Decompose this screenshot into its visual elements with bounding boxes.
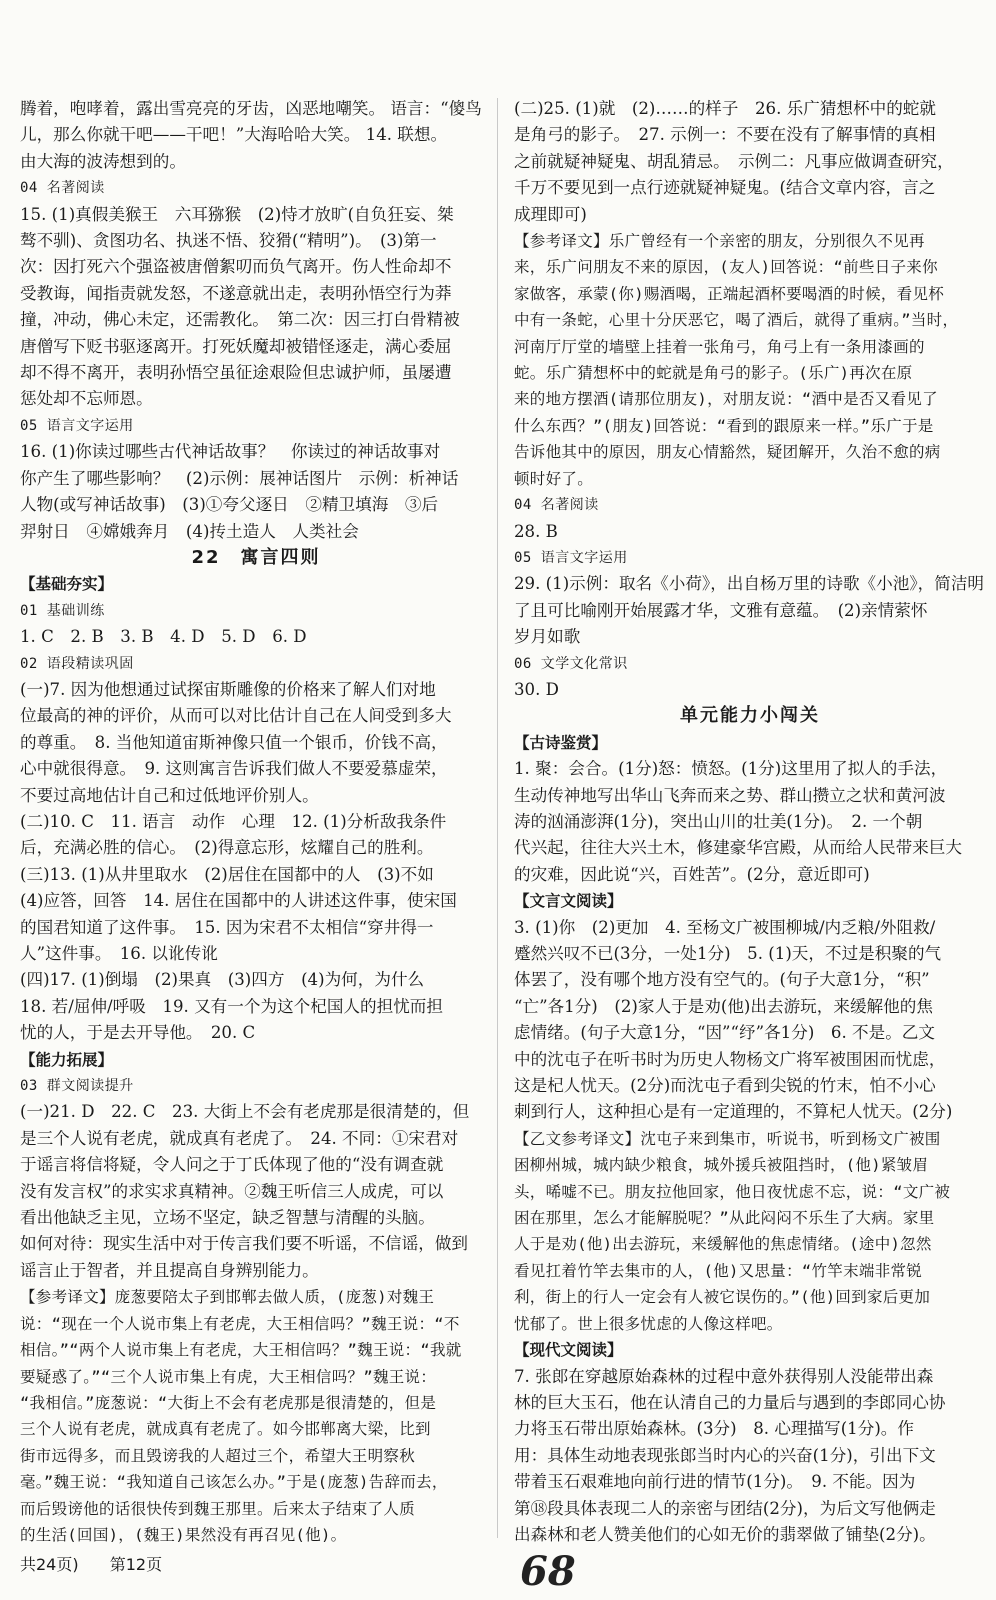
answer-line: 第⑱段具体表现二人的亲密与团结(2分)，为后文写他俩走 bbox=[514, 1498, 936, 1518]
answer-line: (4)应答，回答 14. 居住在国都中的人讲述这件事，使宋国 bbox=[20, 891, 457, 911]
answer-line: 29. (1)示例：取名《小荷》，出自杨万里的诗歌《小池》，简洁明 bbox=[514, 574, 985, 594]
answer-line: 没有发言权”的求实求真精神。②魏王听信三人成虎，可以 bbox=[20, 1181, 444, 1201]
translation-line: 毫。”魏王说：“我知道自己该怎么办。”于是(庞葱)告辞而去， bbox=[20, 1473, 448, 1492]
answer-line: (二)25. (1)就 (2)……的样子 26. 乐广猜想杯中的蛇就 bbox=[514, 99, 936, 118]
translation-line: 利，街上的行人一定会有人被它误伤的。”(他)回到家后更加 bbox=[514, 1288, 931, 1307]
translation-line: 的生活(回国)，(魏王)果然没有再召见(他)。 bbox=[20, 1525, 347, 1544]
section-label: 04 名著阅读 bbox=[20, 180, 105, 197]
left-column bbox=[20, 96, 492, 1548]
section-heading: 【能力拓展】 bbox=[20, 1050, 114, 1069]
answer-line: 力将玉石带出原始森林。(3分) 8. 心理描写(1分)。作 bbox=[514, 1419, 914, 1439]
answer-line: 3. (1)你 (2)更加 4. 至杨文广被围柳城/内乏粮/外阻救/ bbox=[514, 917, 936, 937]
answer-line: 涛的汹涌澎湃(1分)，突出山川的壮美(1分)。 2. 一个朝 bbox=[514, 811, 923, 831]
column-divider bbox=[497, 98, 498, 1538]
answer-line: 谣言止于智者，并且提高自身辨别能力。 bbox=[20, 1260, 319, 1280]
answer-line: 你产生了哪些影响？ (2)示例：展神话图片 示例：析神话 bbox=[20, 468, 459, 488]
page-footer bbox=[20, 1552, 188, 1575]
translation-line: 中有一条蛇，心里十分厌恶它，喝了酒后，就得了重病。”当时， bbox=[514, 311, 959, 330]
answer-line: 用：具体生动地表现张郎当时内心的兴奋(1分)，引出下文 bbox=[514, 1445, 936, 1465]
answer-line: 于谣言将信将疑，令人问之于丁氏体现了他的“没有调查就 bbox=[20, 1155, 444, 1175]
answer-line: (一)21. D 22. C 23. 大街上不会有老虎那是很清楚的，但 bbox=[20, 1102, 470, 1122]
answer-line: 不要过高地估计自己和过低地评价别人。 bbox=[20, 785, 319, 805]
page-label: 第12页 bbox=[109, 1555, 163, 1574]
answer-line: 蹙然兴叹不已(3分，一处1分) 5. (1)天，不过是积聚的气 bbox=[514, 944, 942, 963]
answer-line: 人物(或写神话故事) (3)①夸父逐日 ②精卫填海 ③后 bbox=[20, 495, 439, 515]
translation-line: 来，乐广问朋友不来的原因，(友人)回答说：“前些日子来你 bbox=[514, 258, 938, 277]
translation-line: 河南厅厅堂的墙壁上挂着一张角弓，角弓上有一条用漆画的 bbox=[514, 337, 925, 356]
answer-line: 的国君知道了这件事。 15. 因为宋君不太相信“穿井得一 bbox=[20, 917, 434, 937]
translation-line: 街市远得多，而且毁谤我的人超过三个，希望大王明察秋 bbox=[20, 1446, 416, 1465]
section-heading: 【古诗鉴赏】 bbox=[514, 733, 608, 752]
right-column bbox=[514, 96, 986, 1548]
translation-line: 【乙文参考译文】沈屯子来到集市，听说书，听到杨文广被围 bbox=[514, 1129, 941, 1148]
section-label: 02 语段精读巩固 bbox=[20, 655, 134, 672]
answer-line: 16. (1)你读过哪些古代神话故事？ 你读过的神话故事对 bbox=[20, 442, 441, 462]
translation-line: 蛇。乐广猜想杯中的蛇就是角弓的影子。(乐广)再次在原 bbox=[514, 364, 913, 383]
answer-line: 7. 张郎在穿越原始森林的过程中意外获得别人没能带出森 bbox=[514, 1366, 934, 1386]
answer-line: 1. 聚：会合。(1分)怒：愤怒。(1分)这里用了拟人的手法， bbox=[514, 759, 948, 779]
translation-line: 顿时好了。 bbox=[514, 469, 594, 488]
translation-line: 而后毁谤他的话很快传到魏王那里。后来太子结束了人质 bbox=[20, 1499, 416, 1518]
answer-line: (四)17. (1)倒塌 (2)果真 (3)四方 (4)为何，为什么 bbox=[20, 970, 425, 990]
total-pages: 共24页) bbox=[20, 1555, 79, 1574]
section-heading: 【基础夯实】 bbox=[20, 575, 114, 594]
answer-line: 之前就疑神疑鬼、胡乱猜忌。 示例二：凡事应做调查研究， bbox=[514, 151, 954, 171]
section-label: 05 语言文字运用 bbox=[20, 417, 134, 434]
answer-line: 的灾难，因此说“兴，百姓苦”。(2分，意近即可) bbox=[514, 864, 870, 884]
answer-line: 成理即可) bbox=[514, 204, 587, 224]
translation-line: 困在那里，怎么才能解脱呢？”从此闷闷不乐生了大病。家里 bbox=[514, 1209, 935, 1228]
translation-line: 什么东西？”(朋友)回答说：“看到的跟原来一样。”乐广于是 bbox=[514, 416, 934, 435]
answer-line: “亡”各1分) (2)家人于是劝(他)出去游玩，来缓解他的焦 bbox=[514, 996, 933, 1016]
translation-line: 三个人说有老虎，就成真有老虎了。如今邯郸离大梁，比到 bbox=[20, 1420, 431, 1439]
answer-line: 体罢了，没有哪个地方没有空气的。(句子大意1分，“积” bbox=[514, 970, 930, 990]
answer-line: 千万不要见到一点行迹就疑神疑鬼。(结合文章内容，言之 bbox=[514, 178, 936, 198]
lesson-title: 单元能力小闯关 bbox=[680, 705, 820, 727]
answer-line: 刺到行人，这种担心是有一定道理的，不算杞人忧天。(2分) bbox=[514, 1102, 953, 1122]
section-heading: 【文言文阅读】 bbox=[514, 892, 623, 911]
answer-line: 儿，那么你就干吧——干吧！”大海哈哈大笑。 14. 联想。 bbox=[20, 125, 448, 145]
answer-line: 次：因打死六个强盗被唐僧絮叨而负气离开。伤人性命却不 bbox=[20, 257, 452, 277]
answer-line: 撞，冲动，佛心未定，还需教化。 第二次：因三打白骨精被 bbox=[20, 310, 460, 330]
translation-line: 看见扛着竹竿去集市的人，(他)又思量：“竹竿末端非常锐 bbox=[514, 1261, 923, 1280]
answer-line: 惩处却不忘师恩。 bbox=[20, 389, 153, 409]
answer-line: (一)7. 因为他想通过试探宙斯雕像的价格来了解人们对地 bbox=[20, 679, 436, 699]
answer-line: 如何对待：现实生活中对于传言我们要不听谣，不信谣，做到 bbox=[20, 1234, 469, 1254]
answer-line: 位最高的神的评价，从而可以对比估计自己在人间受到多大 bbox=[20, 706, 452, 726]
answer-line: 由大海的波涛想到的。 bbox=[20, 151, 186, 171]
answer-line: 忧的人，于是去开导他。 20. C bbox=[20, 1023, 256, 1043]
answer-line: (三)13. (1)从井里取水 (2)居住在国都中的人 (3)不如 bbox=[20, 864, 434, 884]
answer-line: 28. B bbox=[514, 521, 558, 541]
section-label: 05 语言文字运用 bbox=[514, 549, 628, 566]
answer-line: 是三个人说有老虎，就成真有老虎了。 24. 不同：①宋君对 bbox=[20, 1128, 459, 1148]
answer-line: 生动传神地写出华山飞奔而来之势、群山攒立之状和黄河波 bbox=[514, 785, 946, 805]
answer-line: 受教诲，闻指责就发怒，不遂意就出走，表明孙悟空行为莽 bbox=[20, 283, 452, 303]
translation-line: 头，唏嘘不已。朋友拉他回家，他日夜忧虑不忘，说：“文广被 bbox=[514, 1182, 951, 1201]
answer-line: 看出他缺乏主见，立场不坚定，缺乏智慧与清醒的头脑。 bbox=[20, 1208, 435, 1228]
answer-line: 腾着，咆哮着，露出雪亮亮的牙齿，凶恶地嘲笑。 语言：“傻鸟 bbox=[20, 99, 482, 118]
answer-line: 了且可比喻刚开始展露才华，文雅有意蕴。 (2)亲情萦怀 bbox=[514, 600, 928, 620]
section-heading: 【现代文阅读】 bbox=[514, 1341, 623, 1360]
translation-line: “我相信。”庞葱说：“大街上不会有老虎那是很清楚的，但是 bbox=[20, 1393, 437, 1412]
translation-line: 来的地方摆酒(请那位朋友)，对朋友说：“酒中是否又看见了 bbox=[514, 390, 938, 409]
page-number: 68 bbox=[520, 1548, 576, 1595]
translation-line: 【参考译文】乐广曾经有一个亲密的朋友，分别很久不见再 bbox=[514, 232, 925, 251]
answer-line: 却不得不离开，表明孙悟空虽征途艰险但忠诚护师，虽屡遭 bbox=[20, 363, 452, 383]
translation-line: 告诉他其中的原因，朋友心情豁然，疑团解开，久治不愈的病 bbox=[514, 443, 941, 462]
section-label: 03 群文阅读提升 bbox=[20, 1078, 134, 1095]
answer-line: 是角弓的影子。 27. 示例一：不要在没有了解事情的真相 bbox=[514, 125, 936, 145]
answer-line: 骜不驯)、贪图功名、执迷不悟、狡猾(“精明”)。 (3)第一 bbox=[20, 231, 437, 251]
section-label: 06 文学文化常识 bbox=[514, 655, 628, 672]
answer-line: 心中就很得意。 9. 这则寓言告诉我们做人不要爱慕虚荣， bbox=[20, 759, 448, 779]
translation-line: 说：“现在一个人说市集上有老虎，大王相信吗？”魏王说：“不 bbox=[20, 1314, 460, 1333]
answer-line: 出森林和老人赞美他们的心如无价的翡翠做了铺垫(2分)。 bbox=[514, 1524, 936, 1544]
answer-line: (二)10. C 11. 语言 动作 心理 12. (1)分析敌我条件 bbox=[20, 811, 447, 831]
answer-line: 林的巨大玉石，他在认清自己的力量后与遇到的李郎同心协 bbox=[514, 1392, 946, 1412]
answer-line: 1. C 2. B 3. B 4. D 5. D 6. D bbox=[20, 627, 307, 647]
answer-line: 15. (1)真假美猴王 六耳猕猴 (2)恃才放旷(自负狂妄、桀 bbox=[20, 204, 454, 224]
lesson-title: 22 寓言四则 bbox=[191, 546, 321, 568]
translation-line: 人于是劝(他)出去游玩，来缓解他的焦虑情绪。(途中)忽然 bbox=[514, 1235, 932, 1254]
answer-line: 带着玉石艰难地向前行进的情节(1分)。 9. 不能。因为 bbox=[514, 1472, 916, 1492]
section-label: 04 名著阅读 bbox=[514, 497, 599, 514]
answer-line: 虑情绪。(句子大意1分，“因”“纾”各1分) 6. 不是。乙文 bbox=[514, 1023, 935, 1043]
translation-line: 忧郁了。世上很多忧虑的人像这样吧。 bbox=[514, 1314, 783, 1333]
answer-line: 岁月如歌 bbox=[514, 627, 581, 647]
answer-line: 后，充满必胜的信心。 (2)得意忘形，炫耀自己的胜利。 bbox=[20, 838, 434, 858]
answer-line: 18. 若/屈伸/呼吸 19. 又有一个为这个杞国人的担忧而担 bbox=[20, 996, 443, 1016]
translation-line: 相信。”“两个人说市集上有老虎，大王相信吗？”魏王说：“我就 bbox=[20, 1341, 462, 1360]
section-label: 01 基础训练 bbox=[20, 602, 105, 619]
answer-line: 羿射日 ④嫦娥奔月 (4)抟土造人 人类社会 bbox=[20, 521, 359, 541]
translation-line: 【参考译文】庞葱要陪太子到邯郸去做人质，(庞葱)对魏王 bbox=[20, 1288, 435, 1307]
translation-line: 要疑惑了。”“三个人说市集上有虎，大王相信吗？”魏王说： bbox=[20, 1367, 437, 1386]
answer-line: 30. D bbox=[514, 679, 559, 699]
answer-line: 唐僧写下贬书驱逐离开。打死妖魔却被错怪逐走，满心委屈 bbox=[20, 336, 452, 356]
translation-line: 困柳州城，城内缺少粮食，城外援兵被阻挡时，(他)紧皱眉 bbox=[514, 1156, 929, 1175]
answer-line: 中的沈屯子在听书时为历史人物杨文广将军被围困而忧虑， bbox=[514, 1049, 946, 1069]
answer-line: 人”这件事。 16. 以讹传讹 bbox=[20, 944, 218, 963]
answer-line: 这是杞人忧天。(2分)而沈屯子看到尖锐的竹末，怕不小心 bbox=[514, 1076, 936, 1096]
answer-line: 代兴起，往往大兴土木，修建豪华宫殿，从而给人民带来巨大 bbox=[514, 838, 963, 858]
translation-line: 家做客，承蒙(你)赐酒喝，正端起酒杯要喝酒的时候，看见杯 bbox=[514, 284, 945, 303]
answer-line: 的尊重。 8. 当他知道宙斯神像只值一个银币，价钱不高， bbox=[20, 732, 448, 752]
